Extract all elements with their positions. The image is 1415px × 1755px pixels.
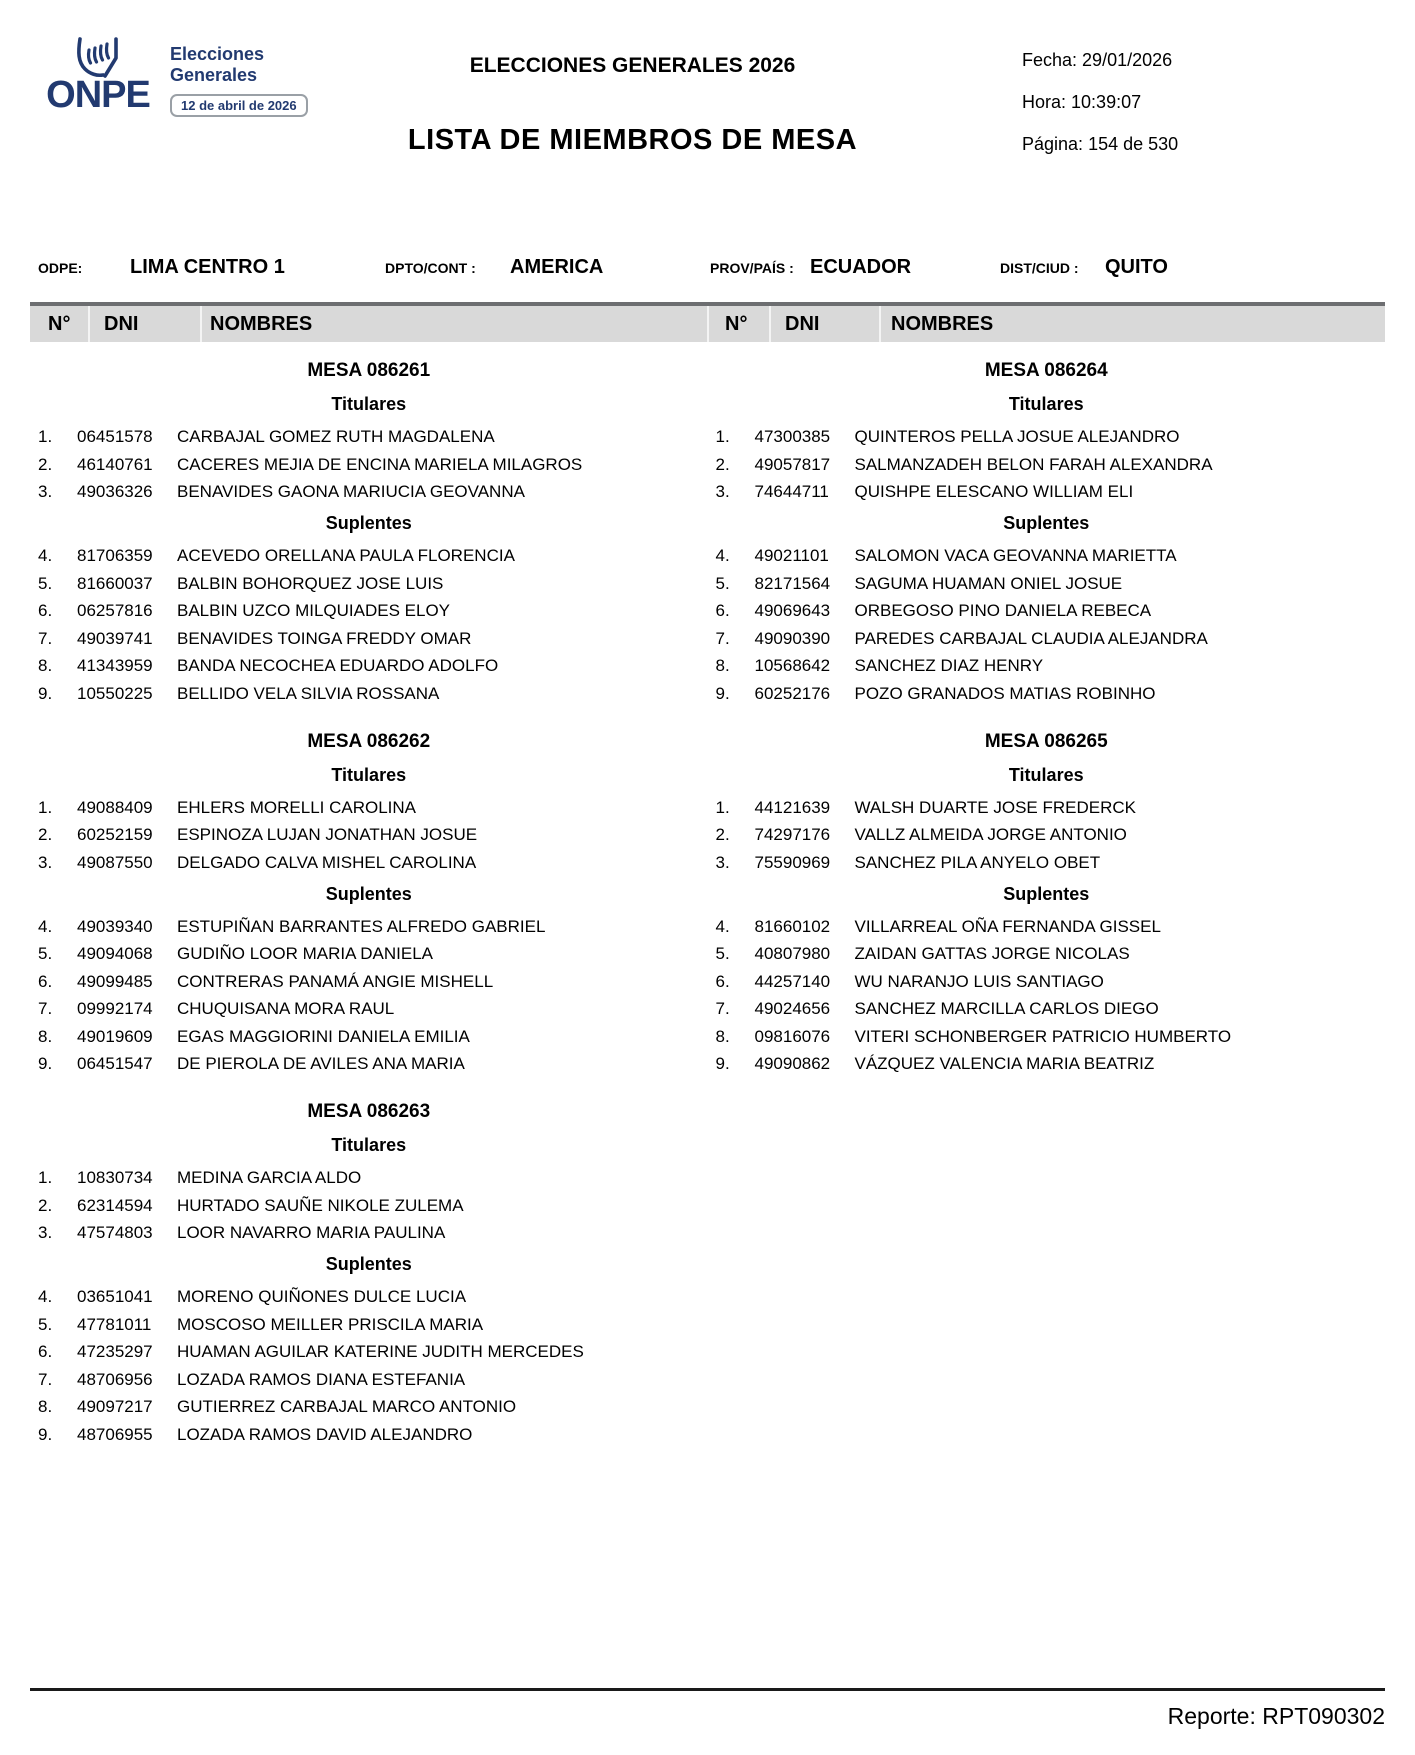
member-number: 5.	[38, 1314, 53, 1334]
member-row	[30, 574, 708, 593]
mesa-title: MESA 086261	[307, 360, 431, 381]
member-name: GUDIÑO LOOR MARIA DANIELA	[177, 944, 433, 963]
member-number: 8.	[715, 1026, 730, 1046]
member-number: 8.	[38, 1397, 53, 1416]
member-row	[30, 999, 708, 1018]
reporte-label: Reporte:	[1167, 1703, 1256, 1729]
member-name: SALMANZADEH BELON FARAH ALEXANDRA	[854, 454, 1213, 474]
member-name: VITERI SCHONBERGER PATRICIO HUMBERTO	[854, 1026, 1232, 1046]
member-number: 4.	[38, 546, 53, 565]
dist-label: DIST/CIUD :	[1000, 260, 1079, 276]
fecha-label: Fecha:	[1022, 50, 1078, 70]
member-dni: 49069643	[754, 601, 831, 620]
member-number: 4.	[715, 546, 730, 565]
member-dni: 81660037	[77, 573, 153, 593]
member-dni: 41343959	[77, 656, 153, 675]
member-row	[30, 1287, 708, 1306]
member-row	[708, 656, 1386, 675]
member-dni: 62314594	[77, 1195, 153, 1215]
member-number: 5.	[715, 573, 730, 593]
member-dni: 49036326	[77, 482, 153, 501]
member-name: QUINTEROS PELLA JOSUE ALEJANDRO	[854, 427, 1180, 446]
member-name: CHUQUISANA MORA RAUL	[177, 999, 395, 1018]
member-name: GUTIERREZ CARBAJAL MARCO ANTONIO	[177, 1397, 517, 1416]
mesa-block	[30, 360, 708, 703]
member-row	[708, 944, 1386, 963]
header-meta	[1022, 50, 1178, 176]
member-row	[708, 972, 1386, 991]
member-number: 7.	[38, 999, 53, 1018]
member-row	[708, 601, 1386, 620]
mesa-block	[708, 731, 1386, 1074]
member-dni: 81706359	[77, 546, 153, 565]
member-row	[708, 917, 1386, 936]
member-number: 1.	[38, 427, 53, 446]
member-dni: 06451578	[77, 427, 153, 446]
member-number: 7.	[715, 999, 730, 1018]
member-row	[30, 798, 708, 817]
member-name: LOZADA RAMOS DAVID ALEJANDRO	[177, 1424, 473, 1444]
member-dni: 81660102	[754, 916, 831, 936]
left-column	[30, 342, 708, 1452]
member-name: PAREDES CARBAJAL CLAUDIA ALEJANDRA	[854, 628, 1208, 648]
member-dni: 44257140	[754, 971, 831, 991]
logo-tagline-line1: Elecciones	[170, 44, 265, 64]
member-row	[30, 601, 708, 620]
member-row	[30, 629, 708, 648]
member-name: MOSCOSO MEILLER PRISCILA MARIA	[177, 1314, 484, 1334]
member-row	[30, 917, 708, 936]
member-row	[30, 1223, 708, 1242]
onpe-logo-mark	[42, 36, 154, 117]
member-row	[30, 455, 708, 474]
member-dni: 74644711	[754, 482, 829, 501]
member-name: ESPINOZA LUJAN JONATHAN JOSUE	[177, 825, 478, 844]
member-name: WU NARANJO LUIS SANTIAGO	[854, 971, 1104, 991]
col-header-num-right: N°	[707, 306, 769, 342]
member-number: 2.	[38, 454, 53, 474]
member-name: QUISHPE ELESCANO WILLIAM ELI	[854, 482, 1134, 501]
member-number: 7.	[38, 628, 53, 648]
member-dni: 49024656	[754, 999, 831, 1018]
right-column	[708, 342, 1386, 1452]
member-name: ESTUPIÑAN BARRANTES ALFREDO GABRIEL	[177, 916, 546, 936]
onpe-logo-text	[170, 36, 308, 117]
member-dni: 49097217	[77, 1397, 153, 1416]
member-row	[30, 684, 708, 703]
member-number: 7.	[38, 1369, 53, 1389]
member-name: SALOMON VACA GEOVANNA MARIETTA	[854, 546, 1177, 565]
member-row	[708, 455, 1386, 474]
dpto-value: AMERICA	[510, 256, 604, 278]
member-number: 1.	[38, 1168, 53, 1187]
table-header-bar	[30, 302, 1385, 342]
odpe-label: ODPE:	[38, 260, 83, 276]
member-dni: 48706956	[77, 1369, 153, 1389]
member-row	[708, 798, 1386, 817]
member-dni: 06451547	[77, 1054, 153, 1073]
member-row	[30, 1397, 708, 1416]
member-row	[708, 1054, 1386, 1073]
member-row	[708, 574, 1386, 593]
member-number: 2.	[38, 1195, 53, 1215]
member-dni: 06257816	[77, 601, 153, 620]
onpe-logo	[42, 36, 308, 117]
member-name: MORENO QUIÑONES DULCE LUCIA	[177, 1287, 467, 1306]
member-name: BENAVIDES GAONA MARIUCIA GEOVANNA	[177, 482, 525, 501]
member-name: CONTRERAS PANAMÁ ANGIE MISHELL	[177, 971, 494, 991]
member-number: 2.	[715, 454, 730, 474]
member-name: ORBEGOSO PINO DANIELA REBECA	[854, 601, 1152, 620]
member-dni: 47300385	[754, 427, 831, 446]
member-name: POZO GRANADOS MATIAS ROBINHO	[854, 683, 1156, 703]
titulares-label: Titulares	[331, 394, 407, 414]
member-number: 7.	[715, 628, 730, 648]
member-name: SANCHEZ DIAZ HENRY	[854, 656, 1044, 675]
member-number: 9.	[715, 683, 730, 703]
member-number: 5.	[715, 944, 730, 963]
member-name: DELGADO CALVA MISHEL CAROLINA	[177, 852, 477, 872]
member-dni: 60252176	[754, 683, 831, 703]
member-dni: 09816076	[754, 1026, 831, 1046]
member-dni: 10830734	[77, 1168, 153, 1187]
member-name: DE PIEROLA DE AVILES ANA MARIA	[177, 1054, 465, 1073]
member-number: 3.	[715, 482, 730, 501]
suplentes-label: Suplentes	[1003, 883, 1090, 904]
member-row	[708, 629, 1386, 648]
member-dni: 44121639	[754, 797, 831, 817]
mesa-block	[30, 1101, 708, 1444]
mesa-block	[708, 360, 1386, 703]
member-name: LOZADA RAMOS DIANA ESTEFANIA	[177, 1369, 466, 1389]
odpe-value: LIMA CENTRO 1	[130, 256, 285, 278]
member-dni: 47781011	[77, 1314, 152, 1334]
pagina-line	[1022, 134, 1178, 154]
member-name: BALBIN UZCO MILQUIADES ELOY	[177, 601, 451, 620]
member-number: 6.	[715, 601, 730, 620]
member-row	[30, 1054, 708, 1073]
mesa-title: MESA 086264	[984, 360, 1108, 381]
member-number: 6.	[38, 971, 53, 991]
member-name: EHLERS MORELLI CAROLINA	[177, 797, 417, 817]
member-row	[30, 656, 708, 675]
member-name: BALBIN BOHORQUEZ JOSE LUIS	[177, 573, 444, 593]
member-number: 1.	[715, 797, 730, 817]
member-row	[708, 482, 1386, 501]
member-dni: 10550225	[77, 683, 153, 703]
member-number: 2.	[715, 825, 730, 844]
member-name: CACERES MEJIA DE ENCINA MARIELA MILAGROS	[177, 454, 583, 474]
member-number: 9.	[38, 1054, 53, 1073]
col-header-nombres-right: NOMBRES	[879, 306, 1385, 342]
location-meta-row	[30, 256, 1385, 279]
member-name: MEDINA GARCIA ALDO	[177, 1168, 362, 1187]
member-dni: 10568642	[754, 656, 831, 675]
suplentes-label: Suplentes	[325, 883, 412, 904]
member-dni: 49039741	[77, 628, 153, 648]
member-number: 8.	[38, 1026, 53, 1046]
member-number: 1.	[38, 797, 53, 817]
page-footer	[30, 1688, 1385, 1730]
hora-label: Hora:	[1022, 92, 1067, 112]
member-row	[30, 944, 708, 963]
titulares-label: Titulares	[331, 1135, 407, 1155]
member-dni: 49057817	[754, 454, 831, 474]
member-dni: 40807980	[754, 944, 831, 963]
member-name: HUAMAN AGUILAR KATERINE JUDITH MERCEDES	[177, 1342, 584, 1361]
hora-value: 10:39:07	[1071, 92, 1142, 112]
member-name: SANCHEZ MARCILLA CARLOS DIEGO	[854, 999, 1159, 1018]
mesa-columns	[30, 342, 1385, 1452]
member-row	[30, 1425, 708, 1444]
member-number: 4.	[38, 916, 53, 936]
member-dni: 47574803	[77, 1223, 153, 1242]
member-row	[30, 1342, 708, 1361]
fecha-value: 29/01/2026	[1082, 50, 1173, 70]
member-number: 9.	[38, 683, 53, 703]
member-dni: 49094068	[77, 944, 153, 963]
member-number: 3.	[38, 1223, 53, 1242]
member-dni: 60252159	[77, 825, 153, 844]
member-name: VILLARREAL OÑA FERNANDA GISSEL	[854, 916, 1161, 936]
member-number: 9.	[38, 1424, 53, 1444]
member-name: BENAVIDES TOINGA FREDDY OMAR	[177, 628, 472, 648]
member-number: 3.	[715, 852, 730, 872]
member-number: 5.	[38, 944, 53, 963]
member-dni: 49088409	[77, 797, 153, 817]
member-name: VALLZ ALMEIDA JORGE ANTONIO	[854, 825, 1127, 844]
member-row	[30, 825, 708, 844]
member-number: 2.	[38, 825, 53, 844]
prov-value: ECUADOR	[810, 256, 912, 278]
member-name: VÁZQUEZ VALENCIA MARIA BEATRIZ	[854, 1054, 1155, 1073]
member-number: 4.	[715, 916, 730, 936]
onpe-wordmark: ONPE	[46, 74, 150, 116]
member-row	[30, 1315, 708, 1334]
member-name: SAGUMA HUAMAN ONIEL JOSUE	[854, 573, 1123, 593]
titulares-label: Titulares	[1008, 764, 1084, 785]
member-row	[30, 482, 708, 501]
member-name: LOOR NAVARRO MARIA PAULINA	[177, 1223, 446, 1242]
mesa-title: MESA 086263	[307, 1101, 431, 1122]
member-dni: 49099485	[77, 971, 153, 991]
member-row	[30, 1168, 708, 1187]
col-header-num-left: N°	[48, 312, 71, 335]
member-dni: 09992174	[77, 999, 153, 1018]
member-name: HURTADO SAUÑE NIKOLE ZULEMA	[177, 1195, 464, 1215]
member-number: 5.	[38, 573, 53, 593]
member-dni: 49039340	[77, 916, 153, 936]
member-row	[708, 1027, 1386, 1046]
prov-label: PROV/PAÍS :	[710, 260, 794, 276]
member-number: 1.	[715, 427, 730, 446]
member-dni: 49090390	[754, 628, 831, 648]
member-dni: 49019609	[77, 1026, 153, 1046]
mesa-title: MESA 086262	[307, 730, 431, 752]
election-date-badge: 12 de abril de 2026	[170, 94, 308, 117]
mesa-block	[30, 731, 708, 1074]
suplentes-label: Suplentes	[1003, 513, 1090, 533]
member-number: 6.	[38, 1342, 53, 1361]
member-name: CARBAJAL GOMEZ RUTH MAGDALENA	[177, 427, 495, 446]
member-number: 6.	[715, 971, 730, 991]
dist-value: QUITO	[1105, 256, 1168, 278]
member-number: 9.	[715, 1054, 730, 1073]
header-titles	[380, 54, 885, 157]
member-row	[30, 972, 708, 991]
member-dni: 75590969	[754, 852, 831, 872]
member-number: 6.	[38, 601, 53, 620]
member-row	[30, 853, 708, 872]
hora-line	[1022, 92, 1178, 112]
member-number: 8.	[715, 656, 730, 675]
member-dni: 49021101	[754, 546, 829, 565]
dpto-label: DPTO/CONT :	[385, 260, 476, 276]
member-row	[708, 999, 1386, 1018]
member-dni: 46140761	[77, 454, 153, 474]
member-row	[30, 546, 708, 565]
member-number: 4.	[38, 1287, 53, 1306]
member-row	[708, 427, 1386, 446]
member-row	[708, 853, 1386, 872]
reporte-value: RPT090302	[1262, 1703, 1385, 1729]
member-dni: 03651041	[77, 1287, 153, 1306]
member-dni: 49090862	[754, 1054, 831, 1073]
member-row	[30, 1370, 708, 1389]
member-name: EGAS MAGGIORINI DANIELA EMILIA	[177, 1026, 470, 1046]
member-row	[708, 684, 1386, 703]
member-dni: 47235297	[77, 1342, 153, 1361]
titulares-label: Titulares	[331, 764, 407, 785]
pagina-label: Página:	[1022, 134, 1084, 154]
col-header-dni-right: DNI	[769, 306, 879, 342]
pagina-value: 154 de 530	[1088, 134, 1179, 154]
titulares-label: Titulares	[1008, 394, 1084, 414]
mesa-title: MESA 086265	[984, 730, 1108, 752]
member-name: BANDA NECOCHEA EDUARDO ADOLFO	[177, 656, 499, 675]
page-title: LISTA DE MIEMBROS DE MESA	[407, 124, 858, 156]
page-header	[0, 0, 1415, 206]
member-name: ACEVEDO ORELLANA PAULA FLORENCIA	[177, 546, 515, 565]
member-dni: 49087550	[77, 852, 153, 872]
member-dni: 74297176	[754, 825, 831, 844]
member-name: BELLIDO VELA SILVIA ROSSANA	[177, 683, 440, 703]
member-name: ZAIDAN GATTAS JORGE NICOLAS	[854, 944, 1130, 963]
member-row	[708, 546, 1386, 565]
member-row	[708, 825, 1386, 844]
member-row	[30, 1027, 708, 1046]
member-name: SANCHEZ PILA ANYELO OBET	[854, 852, 1101, 872]
member-number: 3.	[38, 482, 53, 501]
member-name: WALSH DUARTE JOSE FREDERCK	[854, 797, 1136, 817]
member-row	[30, 1196, 708, 1215]
member-dni: 82171564	[754, 573, 831, 593]
col-header-nombres-left: NOMBRES	[200, 306, 707, 342]
suplentes-label: Suplentes	[325, 513, 412, 533]
suplentes-label: Suplentes	[325, 1254, 412, 1274]
col-header-dni-left: DNI	[88, 306, 200, 342]
fecha-line	[1022, 50, 1178, 70]
member-row	[30, 427, 708, 446]
member-dni: 48706955	[77, 1424, 153, 1444]
member-number: 3.	[38, 852, 53, 872]
member-number: 8.	[38, 656, 53, 675]
election-title: ELECCIONES GENERALES 2026	[469, 54, 796, 77]
logo-tagline-line2: Generales	[170, 64, 258, 85]
